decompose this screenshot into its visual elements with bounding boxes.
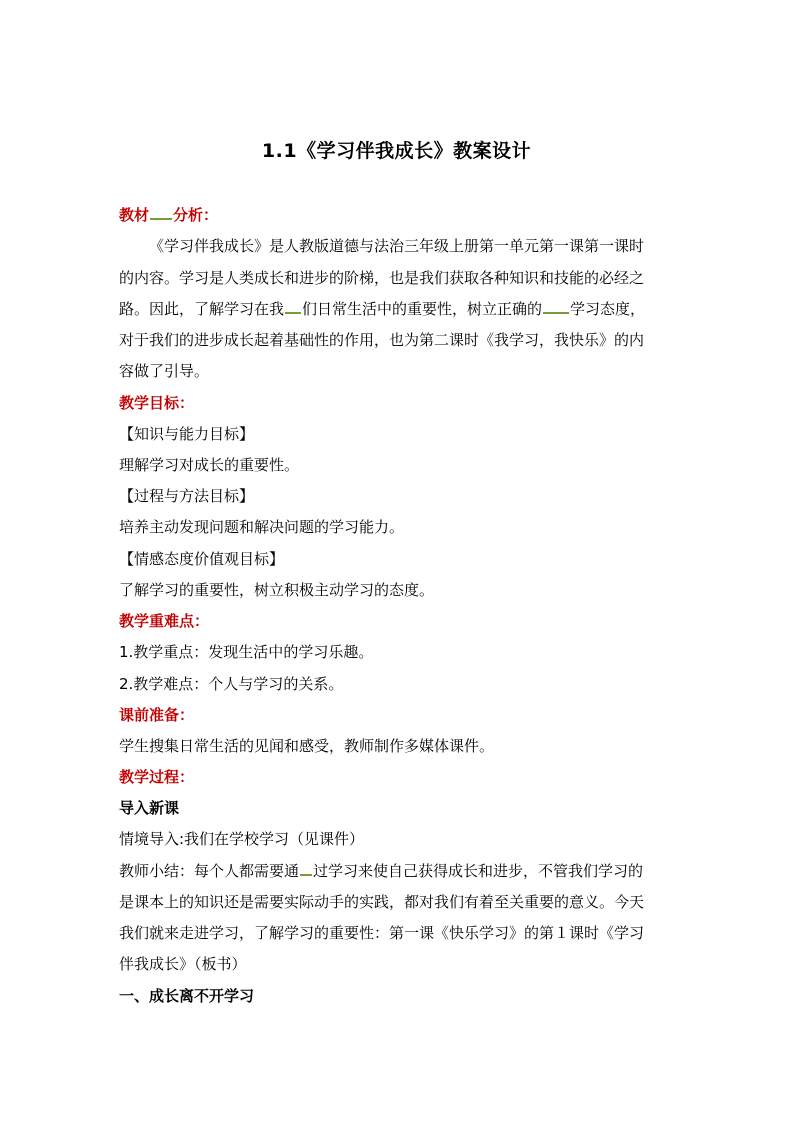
emotion-objective-text: 了解学习的重要性，树立积极主动学习的态度。 — [119, 581, 435, 599]
situation-text: 情境导入:我们在学校学习（见课件） — [119, 830, 365, 848]
analysis-heading — [119, 205, 218, 225]
intro-subheading: 导入新课 — [119, 799, 180, 817]
analysis-line-5: 容做了引导。 — [119, 362, 210, 380]
analysis-line-1: 《学习伴我成长》是人教版道德与法治三年级上册第一单元第一课第一课时 — [149, 237, 645, 255]
fill-blank — [543, 302, 569, 314]
analysis-heading-b: 分析： — [173, 206, 219, 224]
fill-blank — [285, 302, 301, 314]
emotion-objective-heading: 【情感态度价值观目标】 — [119, 550, 285, 568]
analysis-line-2: 的内容。学习是人类成长和进步的阶梯，也是我们获取各种知识和技能的必经之 — [119, 269, 645, 287]
process-objective-heading: 【过程与方法目标】 — [119, 487, 255, 505]
fill-blank — [300, 864, 312, 876]
objectives-heading: 教学目标： — [119, 394, 195, 412]
part1-heading: 一、成长离不开学习 — [119, 987, 255, 1005]
process-heading: 教学过程： — [119, 768, 195, 786]
knowledge-objective-heading: 【知识与能力目标】 — [119, 425, 255, 443]
summary-line-3: 我们就来走进学习，了解学习的重要性：第一课《快乐学习》的第１课时《学习 — [119, 924, 645, 942]
analysis-line-3 — [119, 299, 645, 319]
summary-line-1 — [119, 861, 643, 881]
summary-line-2: 是课本上的知识还是需要实际动手的实践，都对我们有着至关重要的意义。今天 — [119, 893, 645, 911]
key-point-item: 2.教学难点：个人与学习的关系。 — [119, 675, 344, 693]
analysis-line-3-a: 路。因此，了解学习在我 — [119, 300, 285, 318]
key-point-item: 1.教学重点：发现生活中的学习乐趣。 — [119, 643, 374, 661]
fill-blank — [150, 208, 172, 220]
process-objective-text: 培养主动发现问题和解决问题的学习能力。 — [119, 518, 405, 536]
analysis-line-3-b: 们日常生活中的重要性，树立正确的 — [302, 300, 543, 318]
analysis-heading-a: 教材 — [119, 206, 150, 224]
page-title: 1.1《学习伴我成长》教案设计 — [261, 140, 532, 162]
summary-line-1-b: 过学习来使自己获得成长和进步，不管我们学习的 — [313, 862, 644, 880]
analysis-line-3-c: 学习态度， — [570, 300, 646, 318]
analysis-line-4: 对于我们的进步成长起着基础性的作用，也为第二课时《我学习，我快乐》的内 — [119, 331, 645, 349]
preparation-text: 学生搜集日常生活的见闻和感受，教师制作多媒体课件。 — [119, 737, 495, 755]
summary-line-4: 伴我成长》（板书） — [119, 955, 247, 973]
key-points-heading: 教学重难点： — [119, 612, 210, 630]
summary-line-1-a: 教师小结：每个人都需要通 — [119, 862, 300, 880]
preparation-heading: 课前准备： — [119, 706, 195, 724]
knowledge-objective-text: 理解学习对成长的重要性。 — [119, 456, 300, 474]
